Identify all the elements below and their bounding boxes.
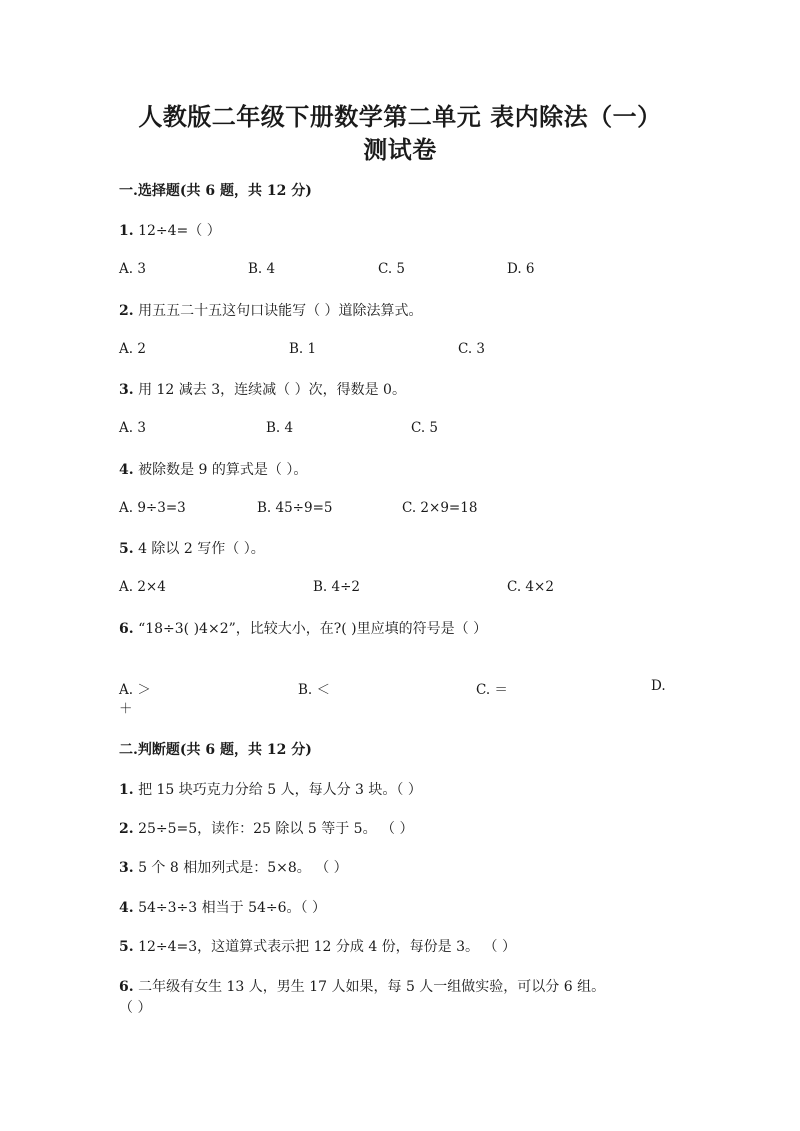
question-number: 2. (119, 821, 134, 837)
question-5 (119, 538, 265, 558)
option-b[interactable]: B. 4 (248, 261, 276, 277)
question-text: 被除数是 9 的算式是（ ）。 (133, 462, 308, 478)
question-number: 6. (119, 979, 134, 995)
question-number: 4. (119, 900, 134, 916)
question-number: 3. (119, 860, 134, 876)
question-4 (119, 459, 307, 479)
option-d[interactable]: D. (651, 678, 666, 694)
option-c[interactable]: C. 3 (458, 341, 486, 357)
option-b[interactable]: B. 45÷9=5 (257, 500, 333, 516)
option-b[interactable]: B. 4÷2 (313, 579, 360, 595)
question-text: “18÷3( )4×2”，比较大小，在?( )里应填的符号是（ ） (133, 621, 488, 637)
question-text: 5 个 8 相加列式是：5×8。 （ ） (133, 860, 348, 876)
question-number: 1. (119, 223, 134, 239)
question-text: 25÷5=5，读作：25 除以 5 等于 5。 （ ） (133, 821, 414, 837)
option-b[interactable]: B. ＜ (298, 682, 331, 698)
question-text: 用五五二十五这句口诀能写（ ）道除法算式。 (133, 303, 423, 319)
question-2 (119, 300, 423, 320)
option-c[interactable]: C. 4×2 (507, 579, 554, 595)
option-c[interactable]: C. 5 (378, 261, 406, 277)
question-number: 5. (119, 541, 134, 557)
judgement-question-1 (119, 779, 422, 799)
question-text: 把 15 块巧克力分给 5 人，每人分 3 块。（ ） (133, 782, 422, 798)
page-subtitle: 测试卷 (363, 135, 437, 164)
question-text: 4 除以 2 写作（ ）。 (133, 541, 265, 557)
question-text: 12÷4=3，这道算式表示把 12 分成 4 份，每份是 3。 （ ） (133, 939, 516, 955)
option-a[interactable]: A. 9÷3=3 (119, 500, 186, 516)
option-a[interactable]: A. 3 (119, 261, 146, 277)
option-a[interactable]: A. 3 (119, 420, 146, 436)
question-number: 2. (119, 303, 134, 319)
option-a[interactable]: A. 2×4 (119, 579, 166, 595)
page-title: 人教版二年级下册数学第二单元 表内除法（一） (138, 102, 662, 131)
question-3 (119, 379, 406, 399)
question-6 (119, 618, 487, 638)
question-text: 二年级有女生 13 人，男生 17 人如果，每 5 人一组做实验，可以分 6 组。 (133, 979, 606, 995)
question-number: 3. (119, 382, 134, 398)
option-a[interactable]: A. ＞ (119, 682, 151, 698)
question-number: 6. (119, 621, 134, 637)
judgement-question-5 (119, 936, 516, 956)
option-c[interactable]: C. 5 (411, 420, 439, 436)
judgement-question-2 (119, 818, 414, 838)
option-c[interactable]: C. ＝ (476, 682, 508, 698)
judgement-question-6 (119, 976, 605, 996)
question-1 (119, 220, 221, 240)
section-heading-choice: 一.选择题(共 6 题，共 12 分) (119, 183, 312, 199)
judgement-question-3 (119, 857, 348, 877)
option-d[interactable]: D. 6 (507, 261, 535, 277)
question-text: 12÷4=（ ） (133, 223, 221, 239)
judgement-question-6-answer[interactable]: （ ） (119, 1000, 152, 1016)
option-a[interactable]: A. 2 (119, 341, 146, 357)
option-b[interactable]: B. 1 (289, 341, 317, 357)
question-number: 4. (119, 462, 134, 478)
option-c[interactable]: C. 2×9=18 (402, 500, 478, 516)
question-number: 1. (119, 782, 134, 798)
option-d-value: ＋ (119, 701, 133, 717)
question-text: 54÷3÷3 相当于 54÷6。（ ） (133, 900, 326, 916)
question-number: 5. (119, 939, 134, 955)
option-b[interactable]: B. 4 (266, 420, 294, 436)
question-text: 用 12 减去 3，连续减（ ）次，得数是 0。 (133, 382, 406, 398)
judgement-question-4 (119, 897, 326, 917)
section-heading-judgement: 二.判断题(共 6 题，共 12 分) (119, 742, 312, 758)
